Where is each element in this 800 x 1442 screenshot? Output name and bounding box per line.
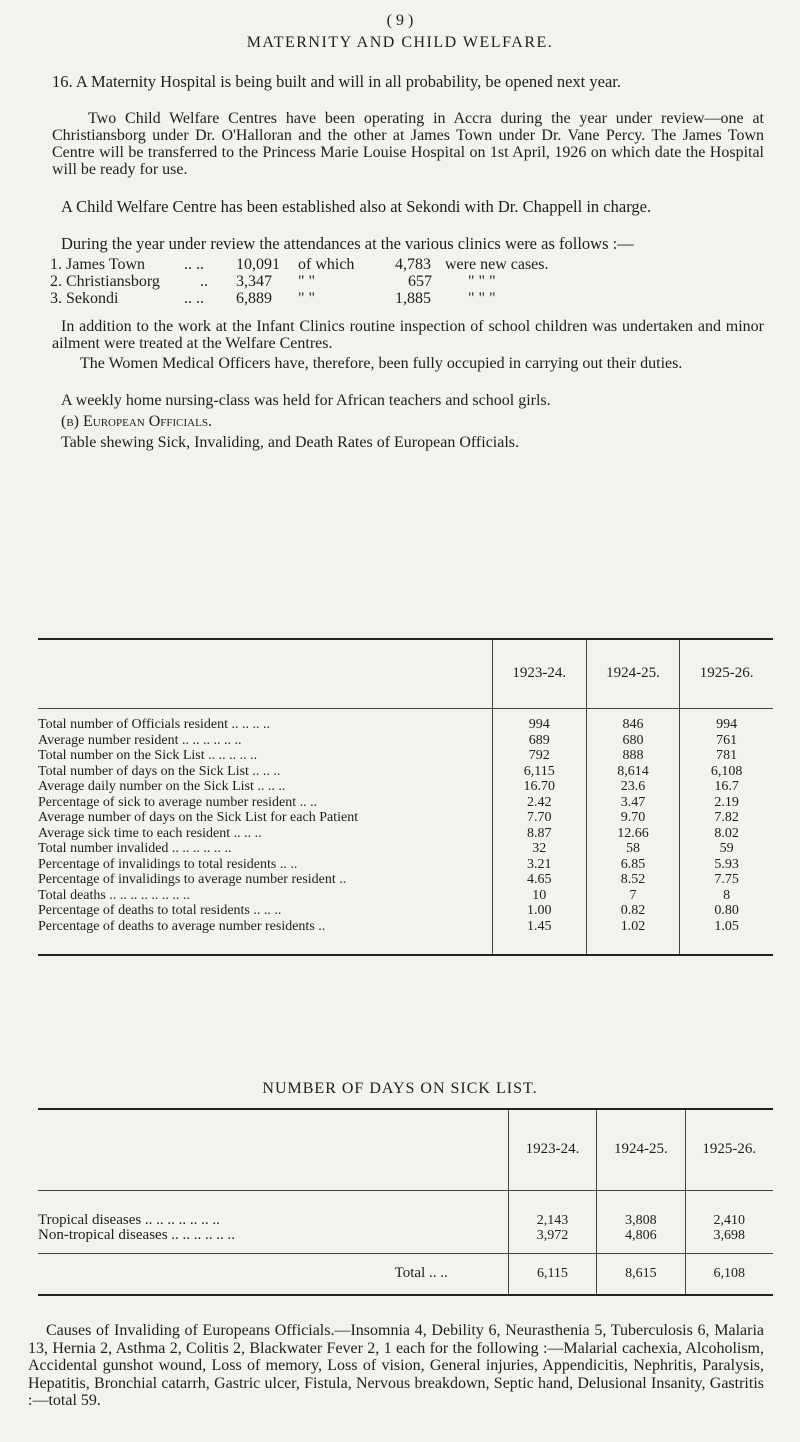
table-row	[38, 888, 773, 904]
cell: 792	[492, 748, 586, 764]
column-header: 1924-25.	[597, 1109, 685, 1191]
clinic-new: 657	[408, 273, 432, 290]
table-row	[38, 733, 773, 749]
cell: 0.80	[680, 903, 773, 919]
table-row	[38, 872, 773, 888]
column-header: 1924-25.	[586, 639, 680, 709]
clinic-total: 3,347	[236, 273, 272, 290]
row-label: Percentage of sick to average number resident .. ..	[38, 794, 318, 810]
cell: 6,115	[492, 764, 586, 780]
table-caption: Table shewing Sick, Invaliding, and Death Rates of European Officials.	[61, 434, 520, 451]
row-label: Total number on the Sick List .. .. .. .. ..	[38, 748, 258, 763]
clinic-of: " "	[298, 290, 316, 307]
cell: 6.85	[586, 857, 680, 873]
cell: 6,108	[680, 764, 773, 780]
clinic-dots: ..	[200, 273, 208, 290]
cell: 5.93	[680, 857, 773, 873]
table-row	[38, 857, 773, 873]
clinic-name: 2. Christiansborg	[50, 273, 160, 290]
cell: 3,808	[597, 1213, 685, 1229]
table-row	[38, 841, 773, 857]
paragraph-women-officers: The Women Medical Officers have, therefore, been fully occupied in carrying out their duties.	[80, 355, 683, 372]
cell: 4,806	[597, 1228, 685, 1244]
cell: 2,143	[508, 1213, 596, 1229]
table-row	[38, 717, 773, 733]
cell: 4.65	[492, 872, 586, 888]
cell: 8.02	[680, 826, 773, 842]
paragraph-attendances: During the year under review the attendances at the various clinics were as follows :—	[61, 234, 634, 253]
rates-table	[38, 638, 773, 956]
total-label: Total .. ..	[38, 1254, 508, 1296]
cell: 8,614	[586, 764, 680, 780]
column-header: 1923-24.	[508, 1109, 596, 1191]
row-label: Average daily number on the Sick List .. .. ..	[38, 779, 286, 794]
cell: 3.47	[586, 795, 680, 811]
row-label: Total deaths .. .. .. .. .. .. .. ..	[38, 887, 190, 903]
cell: 8.52	[586, 872, 680, 888]
table-row	[38, 826, 773, 842]
clinic-of: of which	[298, 256, 355, 273]
table-row	[38, 748, 773, 764]
row-label: Total number of Officials resident .. .. .. ..	[38, 717, 271, 732]
clinic-suffix: " " "	[468, 290, 496, 307]
sick-days-table-title: NUMBER OF DAYS ON SICK LIST.	[262, 1080, 538, 1097]
cell: 6,115	[508, 1254, 596, 1296]
row-label: Average sick time to each resident .. .. ..	[38, 825, 262, 841]
row-label: Percentage of deaths to total residents .. .. ..	[38, 903, 282, 918]
row-label: Percentage of invalidings to average number resident ..	[38, 872, 347, 887]
cell: 16.7	[680, 779, 773, 795]
cell: 689	[492, 733, 586, 749]
clinic-name: 1. James Town	[50, 256, 146, 273]
paragraph-sekondi-centre: A Child Welfare Centre has been established also at Sekondi with Dr. Chappell in charge.	[61, 197, 652, 216]
paragraph-nursing-class: A weekly home nursing-class was held for African teachers and school girls.	[61, 392, 551, 409]
row-label: Total number invalided .. .. .. .. .. ..	[38, 841, 232, 856]
cell: 761	[680, 733, 773, 749]
paragraph-invaliding-causes: Causes of Invaliding of Europeans Officials.—Insomnia 4, Debility 6, Neurasthenia 5, Tuberculosis 6, Malaria 13, Hernia 2, Asthma 2, Colitis 2, Blackwater Fever 2, 1 each for the following :—Malarial cachexia, Alcoholism, Accidental gunshot wound, Loss of memory, Loss of vision, General injuries, Appendicitis, Nephritis, Paralysis, Hepatitis, Bronchial catarrh, Gastric ulcer, Fistula, Nervous breakdown, Septic hand, Delusional Insanity, Gastritis :—total 59.	[28, 1322, 764, 1409]
table-row	[38, 764, 773, 780]
row-label: Average number of days on the Sick List for each Patient	[38, 810, 359, 825]
cell: 0.82	[586, 903, 680, 919]
cell: 2.19	[680, 795, 773, 811]
clinic-new: 4,783	[395, 256, 431, 273]
cell: 2,410	[685, 1213, 773, 1229]
cell: 3,698	[685, 1228, 773, 1244]
cell: 6,108	[685, 1254, 773, 1296]
cell: 1.02	[586, 919, 680, 935]
page-number: ( 9 )	[386, 12, 414, 29]
cell: 994	[492, 717, 586, 733]
cell: 846	[586, 717, 680, 733]
cell: 8,615	[597, 1254, 685, 1296]
paragraph-infant-clinics: In addition to the work at the Infant Clinics routine inspection of school children was undertaken and minor ailment were treated at the Welfare Centres.	[52, 318, 764, 352]
table-row	[38, 779, 773, 795]
cell: 12.66	[586, 826, 680, 842]
clinic-dots: .. ..	[184, 290, 204, 307]
column-header: 1925-26.	[680, 639, 773, 709]
row-label: Average number resident .. .. .. .. .. ..	[38, 732, 242, 748]
cell: 7	[586, 888, 680, 904]
paragraph-european-officials: (b) European Officials.	[61, 413, 212, 430]
cell: 8.87	[492, 826, 586, 842]
table-row	[38, 919, 773, 935]
clinic-new: 1,885	[395, 290, 431, 307]
cell: 58	[586, 841, 680, 857]
cell: 59	[680, 841, 773, 857]
cell: 781	[680, 748, 773, 764]
table-header-row	[38, 1109, 773, 1191]
clinic-total: 6,889	[236, 290, 272, 307]
cell: 7.82	[680, 810, 773, 826]
clinic-suffix: were new cases.	[445, 256, 549, 273]
cell: 23.6	[586, 779, 680, 795]
cell: 10	[492, 888, 586, 904]
cell: 8	[680, 888, 773, 904]
cell: 888	[586, 748, 680, 764]
table-row	[38, 1213, 773, 1229]
row-label: Tropical diseases .. .. .. .. .. .. ..	[38, 1211, 220, 1228]
column-header: 1923-24.	[492, 639, 586, 709]
cell: 1.05	[680, 919, 773, 935]
section-heading: MATERNITY AND CHILD WELFARE.	[246, 34, 554, 51]
column-header: 1925-26.	[685, 1109, 773, 1191]
table-row	[38, 1228, 773, 1244]
cell: 1.45	[492, 919, 586, 935]
clinic-dots: .. ..	[184, 256, 204, 273]
paragraph-maternity-hospital: 16. A Maternity Hospital is being built and will in all probability, be opened next year.	[52, 72, 622, 91]
cell: 680	[586, 733, 680, 749]
total-row	[38, 1254, 773, 1296]
row-label: Percentage of deaths to average number residents ..	[38, 918, 326, 934]
row-label: Non-tropical diseases .. .. .. .. .. ..	[38, 1227, 236, 1243]
cell: 2.42	[492, 795, 586, 811]
cell: 32	[492, 841, 586, 857]
table-row	[38, 810, 773, 826]
sick-days-table	[38, 1108, 773, 1296]
cell: 9.70	[586, 810, 680, 826]
clinic-name: 3. Sekondi	[50, 290, 119, 307]
cell: 16.70	[492, 779, 586, 795]
table-row	[38, 903, 773, 919]
cell: 3,972	[508, 1228, 596, 1244]
table-row	[38, 795, 773, 811]
clinic-total: 10,091	[236, 256, 280, 273]
cell: 3.21	[492, 857, 586, 873]
table-header-row	[38, 639, 773, 709]
paragraph-welfare-centres: Two Child Welfare Centres have been operating in Accra during the year under review—one at Christiansborg under Dr. O'Halloran and the other at James Town under Dr. Vane Percy. The James Town Centre will be transferred to the Princess Marie Louise Hospital on 1st April, 1926 on which date the Hospital will be ready for use.	[52, 110, 764, 178]
cell: 7.70	[492, 810, 586, 826]
row-label: Total number of days on the Sick List .. .. ..	[38, 763, 281, 779]
clinic-of: " "	[298, 273, 316, 290]
cell: 994	[680, 717, 773, 733]
row-label: Percentage of invalidings to total residents .. ..	[38, 856, 298, 872]
cell: 7.75	[680, 872, 773, 888]
cell: 1.00	[492, 903, 586, 919]
clinic-suffix: " " "	[468, 273, 496, 290]
